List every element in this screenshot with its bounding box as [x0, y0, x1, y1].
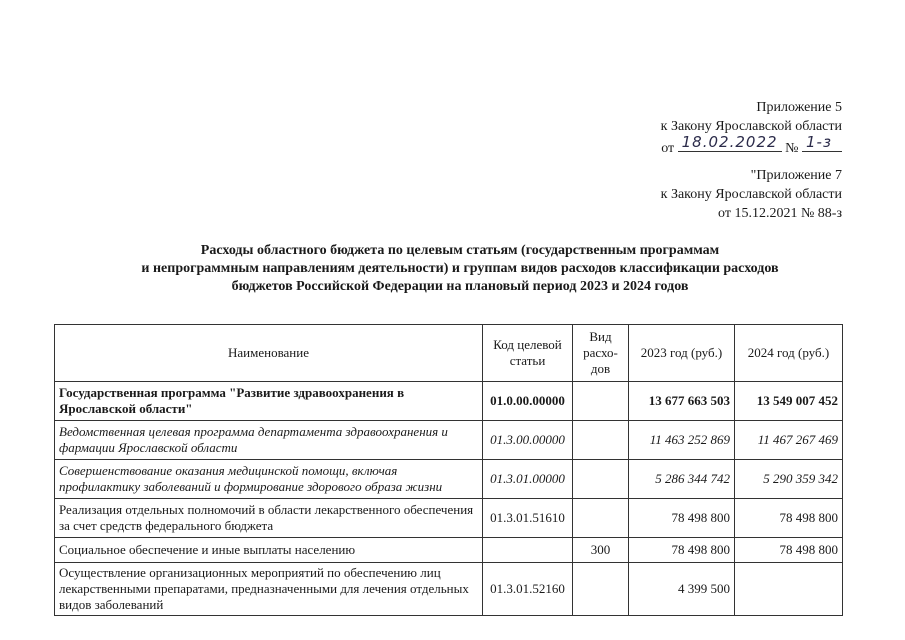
header-name: Наименование — [55, 325, 483, 382]
row-code — [483, 538, 573, 563]
row-name: Социальное обеспечение и иные выплаты населению — [55, 538, 483, 563]
row-2024 — [735, 563, 843, 616]
table-row — [55, 563, 843, 616]
handwritten-number-line — [802, 133, 842, 152]
row-name: Реализация отдельных полномочий в области лекарственного обеспечения за счет средств федерального бюджета — [55, 499, 483, 538]
row-name: Совершенствование оказания медицинской помощи, включая профилактику заболеваний и формирование здорового образа жизни — [55, 460, 483, 499]
row-type — [573, 421, 629, 460]
handwritten-date: 18.02.2022 — [681, 133, 778, 151]
budget-table — [54, 324, 843, 616]
appendix-5-header — [661, 98, 842, 158]
handwritten-date-line — [678, 133, 782, 152]
row-code: 01.3.01.00000 — [483, 460, 573, 499]
row-2024: 78 498 800 — [735, 499, 843, 538]
document-title-line-2: и непрограммным направлениям деятельности) и группам видов расходов классификации расходов — [141, 261, 779, 276]
row-code: 01.3.01.51610 — [483, 499, 573, 538]
document-title-line-1: Расходы областного бюджета по целевым статьям (государственным программам — [200, 243, 720, 258]
appendix-7-title: "Приложение 7 — [750, 168, 842, 183]
table-row — [55, 499, 843, 538]
row-name: Осуществление организационных мероприятий по обеспечению лиц лекарственными препаратами, предназначенными для лечения отдельных видов заболеваний — [55, 563, 483, 616]
header-2023: 2023 год (руб.) — [629, 325, 735, 382]
appendix-5-number-sign: № — [785, 141, 799, 156]
row-2024: 5 290 359 342 — [735, 460, 843, 499]
row-2024: 78 498 800 — [735, 538, 843, 563]
appendix-5-from: от — [661, 141, 675, 156]
document-title-line-3: бюджетов Российской Федерации на плановый период 2023 и 2024 годов — [231, 279, 689, 294]
row-2023: 78 498 800 — [629, 538, 735, 563]
appendix-5-title: Приложение 5 — [756, 100, 842, 115]
appendix-7-header — [661, 166, 842, 223]
row-2023: 5 286 344 742 — [629, 460, 735, 499]
header-type: Вид расхо-дов — [573, 325, 629, 382]
row-type — [573, 382, 629, 421]
appendix-5-date-line — [661, 133, 842, 158]
row-2023: 78 498 800 — [629, 499, 735, 538]
row-name: Государственная программа "Развитие здравоохранения в Ярославской области" — [55, 382, 483, 421]
appendix-7-date: от 15.12.2021 № 88-з — [718, 206, 842, 221]
table-row — [55, 538, 843, 563]
row-2023: 11 463 252 869 — [629, 421, 735, 460]
handwritten-number: 1-з — [806, 133, 832, 151]
row-type — [573, 563, 629, 616]
row-code: 01.0.00.00000 — [483, 382, 573, 421]
row-2024: 13 549 007 452 — [735, 382, 843, 421]
row-2024: 11 467 267 469 — [735, 421, 843, 460]
row-2023: 13 677 663 503 — [629, 382, 735, 421]
row-type: 300 — [573, 538, 629, 563]
header-code: Код целевой статьи — [483, 325, 573, 382]
table-row — [55, 460, 843, 499]
table-header-row — [55, 325, 843, 382]
row-2023: 4 399 500 — [629, 563, 735, 616]
row-code: 01.3.00.00000 — [483, 421, 573, 460]
table-row — [55, 382, 843, 421]
appendix-5-law-ref: к Закону Ярославской области — [660, 119, 842, 134]
row-type — [573, 460, 629, 499]
row-name: Ведомственная целевая программа департамента здравоохранения и фармации Ярославской области — [55, 421, 483, 460]
table-row — [55, 421, 843, 460]
appendix-7-law-ref: к Закону Ярославской области — [660, 187, 842, 202]
document-title — [80, 242, 840, 296]
row-code: 01.3.01.52160 — [483, 563, 573, 616]
header-2024: 2024 год (руб.) — [735, 325, 843, 382]
row-type — [573, 499, 629, 538]
